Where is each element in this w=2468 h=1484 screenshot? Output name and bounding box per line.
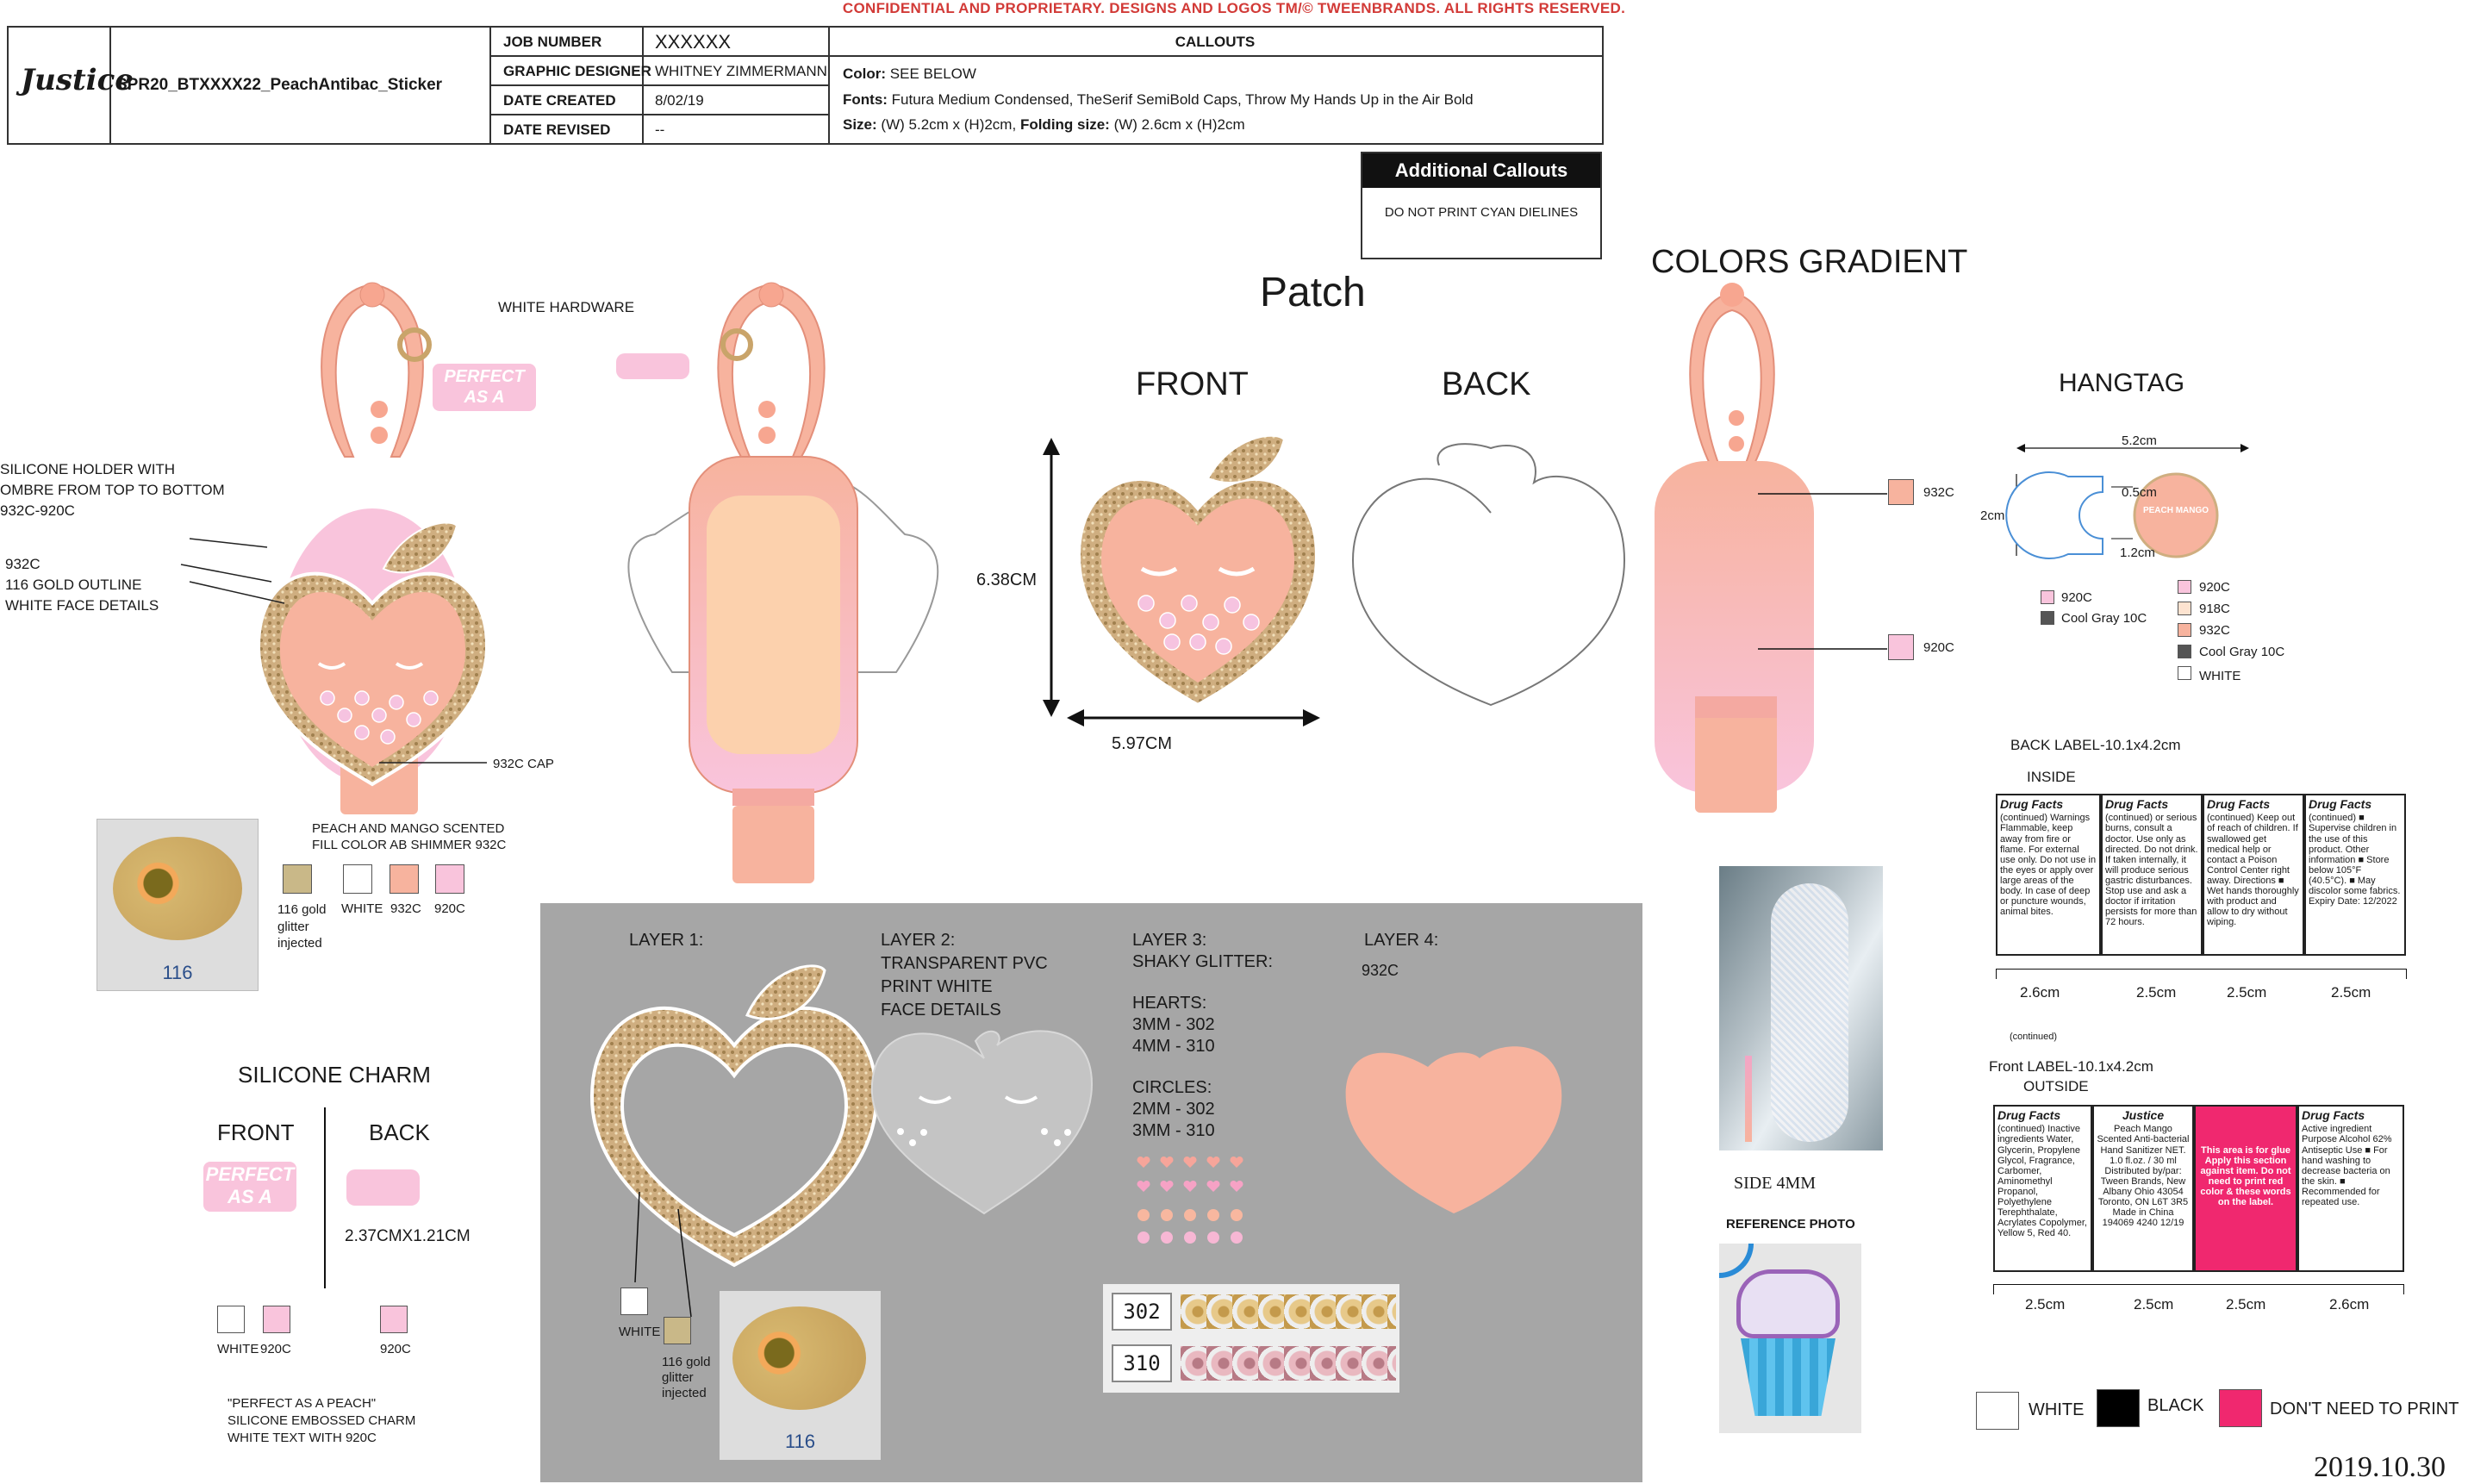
hangtag-right-label-2: 918C [2199,602,2230,616]
justice-logo: Justice [21,63,134,97]
layer3-line-5: 3MM - 302 [1132,1015,1215,1034]
charm-back-label: BACK [369,1119,430,1145]
layer-gold-label-1: 116 gold [662,1355,711,1369]
layer4-line-1: LAYER 4: [1364,931,1439,950]
layer-swatch-white [620,1288,648,1315]
charm-front-small: PERFECT AS A PEACH [433,364,536,411]
layer3-line-9: 2MM - 302 [1132,1100,1215,1119]
front-dim-1: 2.5cm [2025,1296,2066,1313]
front-label-sub: OUTSIDE [2023,1078,2089,1094]
hangtag-right-swatch-4 [2178,645,2191,658]
silicone-holder-line-3: 932C-920C [0,502,75,519]
charm-size: 2.37CMX1.21CM [345,1227,471,1245]
hangtag-left-label-1: 920C [2061,590,2092,605]
fill-note-1: PEACH AND MANGO SCENTED [312,821,505,836]
front-dim-4: 2.6cm [2329,1296,2370,1313]
charm-back-art [346,1169,420,1206]
patch-front-label: FRONT [1136,366,1249,402]
job-number: XXXXXX [655,31,732,53]
charm-back-swatch-label: 920C [380,1342,411,1356]
swatch-920c [435,864,464,894]
gold-sample-photo [97,819,259,991]
hangtag-left-swatch-1 [2041,590,2054,604]
reference-title: REFERENCE PHOTO [1726,1217,1855,1231]
layer-gold-label-2: glitter [662,1370,694,1385]
front-dim-2: 2.5cm [2134,1296,2174,1313]
color-line: Color: SEE BELOW [843,65,976,82]
date-revised: -- [655,122,665,138]
layer4-line-2: 932C [1362,962,1399,979]
patch-back-label: BACK [1442,366,1531,402]
sequin-samples [1103,1284,1399,1393]
legend-white-swatch [1976,1392,2019,1430]
additional-callouts-title: Additional Callouts [1362,153,1600,188]
back-dim-1: 2.6cm [2020,984,2060,1001]
patch-width: 5.97CM [1112,734,1173,753]
charm-swatch-920c [263,1306,290,1333]
gradient-cap [1695,718,1777,813]
date-created-label: DATE CREATED [503,92,616,109]
layer-sample-number: 116 [784,1431,816,1452]
hangtag-width: 5.2cm [2122,433,2157,448]
layer2-line-2: TRANSPARENT PVC [881,954,1048,973]
charm-swatch-white [217,1306,245,1333]
hangtag-left-label-2: Cool Gray 10C [2061,611,2147,626]
sequin-pink-strip [1181,1346,1396,1381]
patch-drawings [1025,431,1629,741]
charm-front-label: FRONT [217,1119,295,1145]
legend-white: WHITE [2029,1400,2085,1419]
charm-note-3: WHITE TEXT WITH 920C [227,1431,377,1445]
hangtag-right-label-5: WHITE [2199,669,2241,683]
hangtag-right-swatch-1 [2178,580,2191,594]
layer2-line-1: LAYER 2: [881,931,956,950]
reference-side-label: SIDE 4MM [1734,1174,1817,1193]
legend-dont-print-swatch [2219,1389,2262,1427]
confidential-banner: CONFIDENTIAL AND PROPRIETARY. DESIGNS AND LOGOS TM/© TWEENBRANDS. ALL RIGHTS RESERVED. [842,0,1626,16]
layer3-line-2: SHAKY GLITTER: [1132,952,1274,971]
gold-sample-number: 116 [162,962,193,983]
patch-title: Patch [1260,270,1366,315]
hangtag-left-swatch-2 [2041,611,2054,625]
silicone-holder-line-1: SILICONE HOLDER WITH [0,461,176,477]
gradient-swatch-932c [1888,479,1914,505]
back-panel-3: Drug Facts (continued) Keep out of reach of children. If swallowed get medical help or contact a Poison Control Center right away. Directions ■ Wet hands thoroughly with product and allow to dry without wiping. [2203,794,2304,956]
swatch-white [343,864,372,894]
back-dim-2: 2.5cm [2136,984,2177,1001]
size-line: Size: (W) 5.2cm x (H)2cm, Folding size: (W) 2.6cm x (H)2cm [843,116,1245,133]
charm-front-art: PERFECT AS A PEACH [203,1162,296,1212]
layer-gold-label-3: injected [662,1386,707,1400]
reference-photo-cupcake [1719,1244,1861,1433]
swatch-gold [283,864,312,894]
back-label [1996,789,2407,961]
front-dim-line [1993,1284,2404,1294]
layer3-line-1: LAYER 3: [1132,931,1207,950]
white-hardware-label: WHITE HARDWARE [498,299,635,315]
sequin-302-label: 302 [1112,1293,1172,1331]
hangtag-inner: 1.2cm [2120,546,2155,560]
layer1-label: LAYER 1: [629,931,704,950]
front-label [1993,1101,2404,1278]
legend-black-swatch [2097,1389,2140,1427]
hangtag-hole: 0.5cm [2122,485,2157,500]
additional-callouts-text: DO NOT PRINT CYAN DIELINES [1384,205,1579,220]
back-panel-2: Drug Facts (continued) or serious burns, consult a doctor. Use only as directed. Do not drink. If taken internally, it will produce serious gastric disturbances. Stop use and ask a doctor if irritation persists for more than 72 hours. [2101,794,2203,956]
sequin-gold-strip [1181,1294,1396,1329]
front-dim-3: 2.5cm [2226,1296,2266,1313]
swatch-932c-label: 932C [390,901,421,916]
reference-photo-side [1719,866,1883,1150]
hangtag-right-label-4: Cool Gray 10C [2199,645,2285,659]
back-dim-4: 2.5cm [2331,984,2371,1001]
hangtag-right-label-3: 932C [2199,623,2230,638]
hangtag-right-swatch-3 [2178,623,2191,637]
layer-swatch-white-label: WHITE [619,1325,661,1339]
back-panel-4: Drug Facts (continued) ■ Supervise children in the use of this product. Other information ■ Store below 105°F (40.5°C). ■ May discolor some fabrics. Expiry Date: 12/2022 [2304,794,2406,956]
layer3-line-8: CIRCLES: [1132,1078,1212,1097]
charm-title: SILICONE CHARM [238,1062,431,1088]
back-dim-3: 2.5cm [2227,984,2267,1001]
job-number-label: JOB NUMBER [503,34,602,50]
hangtag-right-swatch-2 [2178,602,2191,615]
back-dim-line [1996,969,2407,979]
outline-note-1: 932C [5,556,41,572]
charm-divider [324,1107,326,1288]
front-panel-glue: This area is for glue Apply this section against item. Do not need to print red color & these words on the label. [2194,1105,2297,1272]
patch-front [1079,436,1317,705]
charm-note-1: "PERFECT AS A PEACH" [227,1396,377,1411]
patch-height: 6.38CM [976,571,1038,589]
layer-swatch-gold [664,1317,691,1344]
front-panel-4: Drug Facts Active ingredient Purpose Alcohol 62% Antiseptic Use ■ For hand washing to decrease bacteria on the skin. ■ Recommended for repeated use. [2297,1105,2404,1272]
file-name: SPR20_BTXXXX22_PeachAntibac_Sticker [116,76,443,94]
layer2-line-4: FACE DETAILS [881,1001,1001,1019]
charm-back-swatch [380,1306,408,1333]
layer3-line-6: 4MM - 310 [1132,1037,1215,1056]
front-label-continued: (continued) [2010,1032,2058,1042]
layer3-line-4: HEARTS: [1132,994,1207,1013]
hangtag-right-label-1: 920C [2199,580,2230,595]
hangtag-right-swatch-5 [2178,666,2191,680]
additional-callouts-box [1361,152,1602,259]
designer: WHITNEY ZIMMERMANN [655,63,827,79]
back-label-sub: INSIDE [2027,769,2076,785]
callouts-label: CALLOUTS [1175,34,1256,50]
gradient-label-932c: 932C [1923,485,1954,500]
swatch-gold-label: 116 gold glitter injected [277,902,327,951]
swatch-932c [390,864,419,894]
charm-swatch-white-label: WHITE [217,1342,259,1356]
designer-label: GRAPHIC DESIGNER [503,63,651,79]
date-created: 8/02/19 [655,92,704,109]
swatch-920c-label: 920C [434,901,465,916]
gradient-holder [1637,276,1982,793]
sequin-310-label: 310 [1112,1344,1172,1382]
layer3-line-10: 3MM - 310 [1132,1121,1215,1140]
front-panel-2: Justice Peach Mango Scented Anti-bacterial Hand Sanitizer NET. 1.0 fl.oz. / 30 ml Distributed by/par: Tween Brands, New Albany Ohio 43054 Toronto, ON L6T 3R5 Made in China 194069 4240 12/19 [2092,1105,2194,1272]
legend-dont-print: DON'T NEED TO PRINT [2270,1400,2459,1419]
back-panel-1: Drug Facts (continued) Warnings Flammable, keep away from fire or flame. For external use only. Do not use in the eyes or apply over large areas of the body. In case of deep or puncture wounds, animal bites. [1996,794,2101,956]
gradient-cap-top [1695,696,1777,718]
swatch-white-label: WHITE [341,901,383,916]
layer2-line-3: PRINT WHITE [881,977,993,996]
fill-note-2: FILL COLOR AB SHIMMER 932C [312,838,507,852]
silicone-holder-line-2: OMBRE FROM TOP TO BOTTOM [0,482,225,498]
hangtag-height: 2cm [1980,508,2005,523]
legend-black: BLACK [2147,1396,2204,1415]
front-label-title: Front LABEL-10.1x4.2cm [1989,1058,2153,1075]
hangtag-title: HANGTAG [2059,369,2185,397]
back-label-title: BACK LABEL-10.1x4.2cm [2010,737,2181,753]
gradient-title: COLORS GRADIENT [1651,244,1968,280]
front-panel-1: Drug Facts (continued) Inactive ingredients Water, Glycerin, Propylene Glycol, Fragrance, Carbomer, Aminomethyl Propanol, Polyethylene Terephthalate, Acrylates Copolymer, Yellow 5, Red 40. [1993,1105,2092,1272]
charm-swatch-920c-label: 920C [260,1342,291,1356]
date-revised-label: DATE REVISED [503,122,611,138]
charm-note-2: SILICONE EMBOSSED CHARM [227,1413,416,1428]
charm-back-small [616,353,689,379]
outline-note-2: 116 GOLD OUTLINE [5,577,142,593]
cap-label: 932C CAP [493,757,554,771]
header-table [7,26,1604,145]
patch-back-outline [1353,444,1624,705]
layer-gold-sample-photo [720,1291,881,1460]
gradient-label-920c: 920C [1923,640,1954,655]
gradient-swatch-920c [1888,634,1914,660]
outline-note-3: WHITE FACE DETAILS [5,597,159,614]
document-date: 2019.10.30 [2314,1451,2446,1483]
fonts-line: Fonts: Futura Medium Condensed, TheSerif SemiBold Caps, Throw My Hands Up in the Air Bold [843,91,1474,108]
svg-text:PEACH MANGO: PEACH MANGO [2142,506,2209,515]
